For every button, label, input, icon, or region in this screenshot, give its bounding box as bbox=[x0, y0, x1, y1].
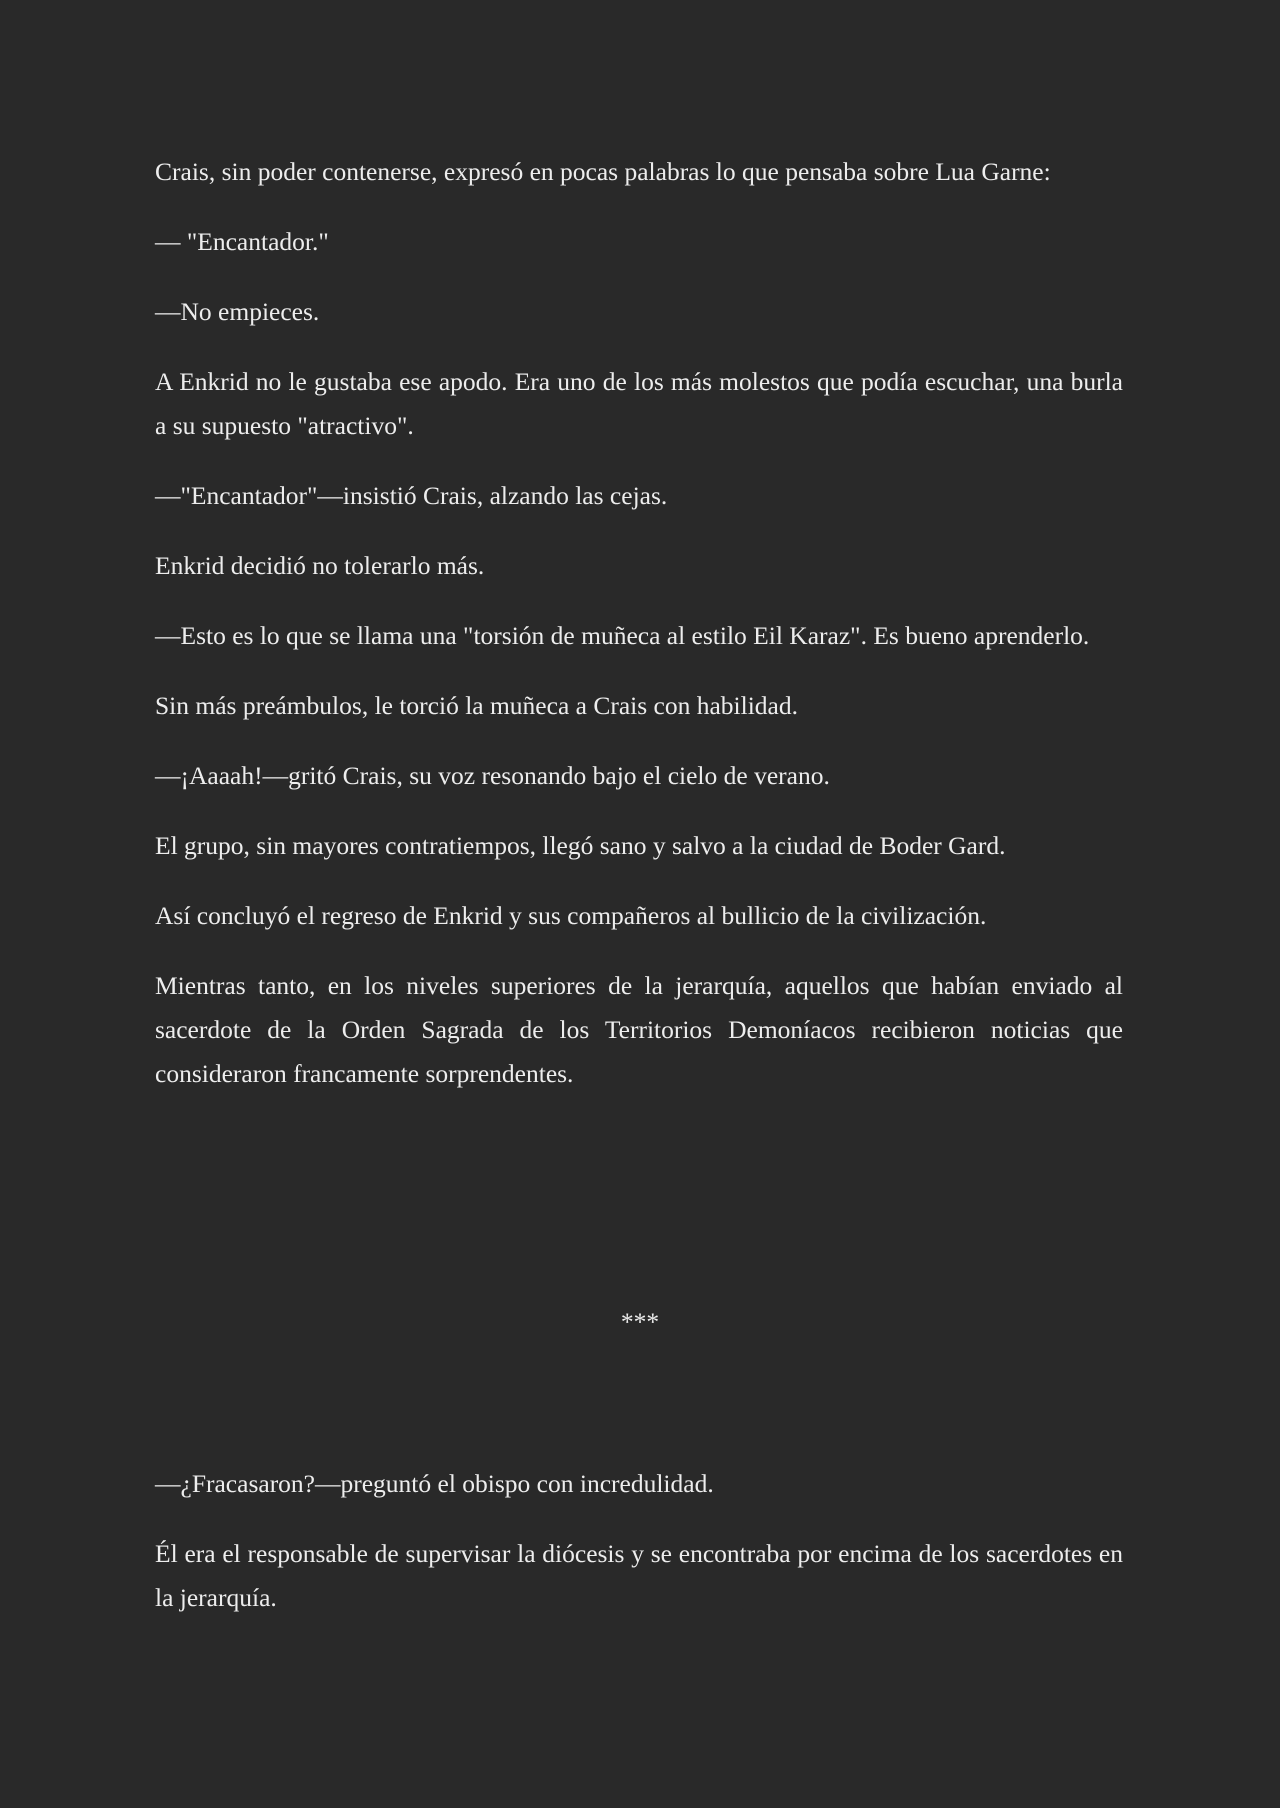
paragraph: —¿Fracasaron?—preguntó el obispo con incredulidad. bbox=[155, 1469, 714, 1498]
paragraph: — "Encantador." bbox=[155, 227, 329, 256]
scene-separator: *** bbox=[620, 1307, 660, 1336]
paragraph: A Enkrid no le gustaba ese apodo. Era uno de los más molestos que podía escuchar, una burla a su supuesto "atractivo". bbox=[155, 367, 1123, 440]
paragraph: Así concluyó el regreso de Enkrid y sus compañeros al bullicio de la civilización. bbox=[155, 901, 987, 930]
paragraph: Crais, sin poder contenerse, expresó en pocas palabras lo que pensaba sobre Lua Garne: bbox=[155, 157, 1051, 186]
paragraph: Mientras tanto, en los niveles superiores de la jerarquía, aquellos que habían enviado al sacerdote de la Orden Sagrada de los Territorios Demoníacos recibieron noticias que consideraron francamente sorprendentes. bbox=[155, 971, 1123, 1088]
chapter-text-bottom bbox=[155, 1462, 1123, 1646]
paragraph: Sin más preámbulos, le torció la muñeca a Crais con habilidad. bbox=[155, 691, 798, 720]
paragraph: Él era el responsable de supervisar la diócesis y se encontraba por encima de los sacerdotes en la jerarquía. bbox=[155, 1539, 1123, 1612]
paragraph: —Esto es lo que se llama una "torsión de muñeca al estilo Eil Karaz". Es bueno aprenderlo. bbox=[155, 621, 1090, 650]
paragraph: —¡Aaaah!—gritó Crais, su voz resonando bajo el cielo de verano. bbox=[155, 761, 830, 790]
paragraph: Enkrid decidió no tolerarlo más. bbox=[155, 551, 485, 580]
paragraph: —"Encantador"—insistió Crais, alzando las cejas. bbox=[155, 481, 668, 510]
paragraph: —No empieces. bbox=[155, 297, 320, 326]
chapter-text-top bbox=[155, 150, 1123, 1122]
paragraph: El grupo, sin mayores contratiempos, llegó sano y salvo a la ciudad de Boder Gard. bbox=[155, 831, 1006, 860]
